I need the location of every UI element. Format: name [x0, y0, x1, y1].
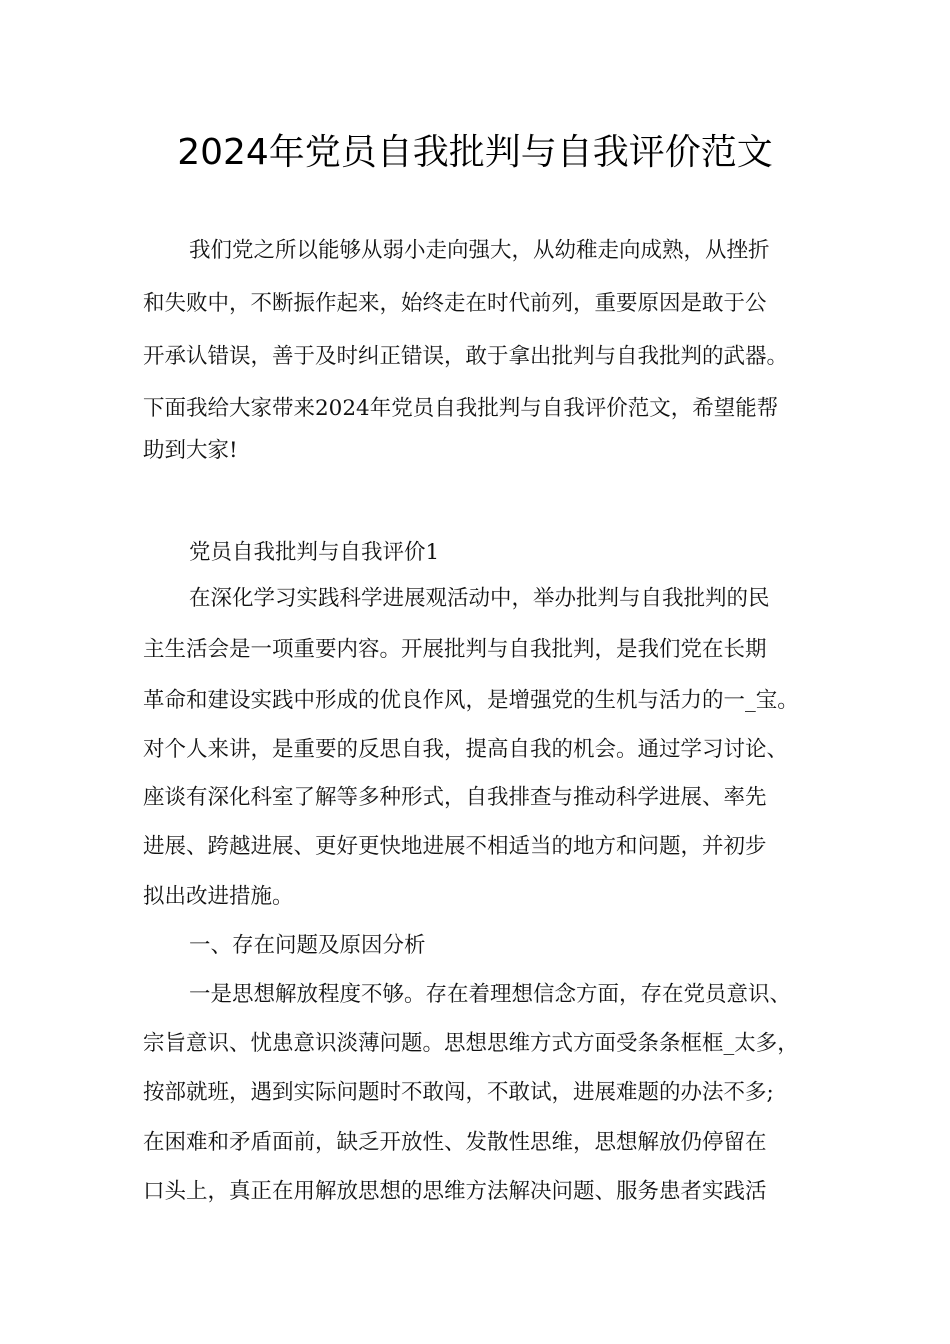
section-line-6: 进展、跨越进展、更好更快地进展不相适当的地方和问题，并初步 — [143, 834, 767, 859]
section-line-2: 主生活会是一项重要内容。开展批判与自我批判，是我们党在长期 — [143, 637, 767, 662]
section-line-3: 革命和建设实践中形成的优良作风，是增强党的生机与活力的一_宝。 — [143, 688, 799, 713]
intro-line-5: 助到大家! — [143, 438, 238, 463]
document-title: 2024年党员自我批判与自我评价范文 — [177, 132, 773, 173]
section-heading: 党员自我批判与自我评价1 — [189, 540, 440, 565]
section-line-4: 对个人来讲，是重要的反思自我，提高自我的机会。通过学习讨论、 — [143, 737, 789, 762]
problem-line-5: 口头上，真正在用解放思想的思维方法解决问题、服务患者实践活 — [143, 1179, 767, 1204]
intro-line-1: 我们党之所以能够从弱小走向强大，从幼稚走向成熟，从挫折 — [189, 238, 770, 263]
section-line-7: 拟出改进措施。 — [143, 884, 294, 909]
subheading: 一、存在问题及原因分析 — [189, 933, 426, 958]
section-line-5: 座谈有深化科室了解等多种形式，自我排查与推动科学进展、率先 — [143, 785, 767, 810]
problem-line-1: 一是思想解放程度不够。存在着理想信念方面，存在党员意识、 — [189, 982, 792, 1007]
intro-line-4: 下面我给大家带来2024年党员自我批判与自我评价范文，希望能帮 — [143, 396, 779, 421]
problem-line-3: 按部就班，遇到实际问题时不敢闯，不敢试，进展难题的办法不多; — [143, 1080, 774, 1105]
problem-line-4: 在困难和矛盾面前，缺乏开放性、发散性思维，思想解放仍停留在 — [143, 1130, 767, 1155]
problem-line-2: 宗旨意识、忧患意识淡薄问题。思想思维方式方面受条条框框_太多， — [143, 1031, 799, 1056]
intro-line-2: 和失败中，不断振作起来，始终走在时代前列，重要原因是敢于公 — [143, 291, 767, 316]
intro-line-3: 开承认错误，善于及时纠正错误，敢于拿出批判与自我批判的武器。 — [143, 344, 789, 369]
section-line-1: 在深化学习实践科学进展观活动中，举办批判与自我批判的民 — [189, 586, 770, 611]
